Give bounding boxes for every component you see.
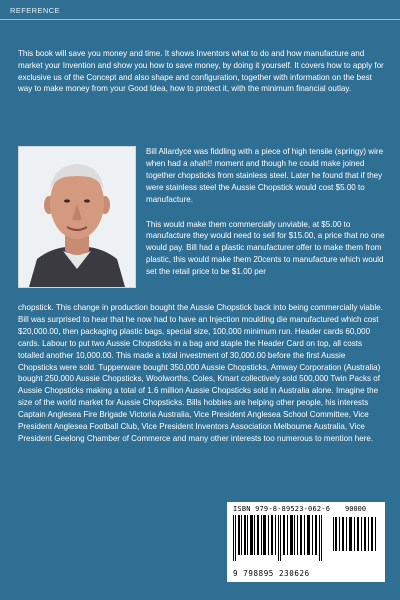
author-bio-top	[146, 146, 386, 278]
bio-paragraph-1: Bill Allardyce was fiddling with a piece of high tensile (springy) wire when had a ahah!! moment and though he could make joined together chopsticks from stainless steel. Later he found that if they were stainless steel the Aussie Chopstick would cost $5.00 to manufacture.	[146, 147, 384, 204]
barcode-image	[233, 515, 381, 567]
book-description: This book will save you money and time. It shows Inventors what to do and how manufacture and market your Invention and show you how to save money, by doing it yourself. It covers how to apply for exclusive us of the Concept and also shape and configuration, together with information on the best way to make money from your Good Idea, how to protect it, with the minimum financial outlay.	[18, 49, 384, 94]
barcode-number: 9 798895 230626	[233, 569, 310, 578]
barcode-box	[227, 502, 385, 582]
isbn-text: ISBN 979-8-89523-062-6	[233, 505, 331, 513]
reference-label: REFERENCE	[10, 6, 60, 15]
author-photo	[18, 146, 136, 288]
header-divider	[0, 19, 400, 20]
price-addon-code: 90000	[345, 505, 367, 513]
bio-paragraph-2-continued: chopstick. This change in production bought the Aussie Chopstick back into being commercially viable. Bill was surprised to hear that he now had to have an Injection moulding die manufactured which cost $20,000.00, then packaging plastic bags, special size, 100,000 minimum run. Header cards 60,000 cards. Labour to put two Aussie Chopsticks in a bag and staple the Header Card on top, all costs totalled another 10,000.00. This made a total investment of 30,000.00 before the first Aussie Chopsticks were sold. Tupperware bought 350,000 Aussie Chopsticks, Amway Corporation (Australia) bought 250,000 Aussie Chopsticks, Woolworths, Coles, Kmart collectively sold 500,000 Twin Packs of Aussie Chopsticks making a total of 1.6 million Aussie Chopsticks sold in Australia alone. Imagine the size of the world market for Aussie Chopsticks. Bills hobbies are helping other people, his interests Captain Anglesea Fire Brigade Victoria Australia, Vice President Anglesea School Committee, Vice President Anglesea Football Club, Vice President Inventors Association Melbourne Australia, Vice President Geelong Chamber of Commerce and many other interests too numerous to mention here.	[18, 303, 383, 443]
bio-paragraph-2: This would make them commercially unviable, at $5.00 to manufacture they would need to sell for $15.00, a price that no one would pay. Bill had a plastic manufacturer offer to make them from plastic, this would make them 20cents to manufacture which would set the retail price to be $1.00 per	[146, 219, 385, 277]
